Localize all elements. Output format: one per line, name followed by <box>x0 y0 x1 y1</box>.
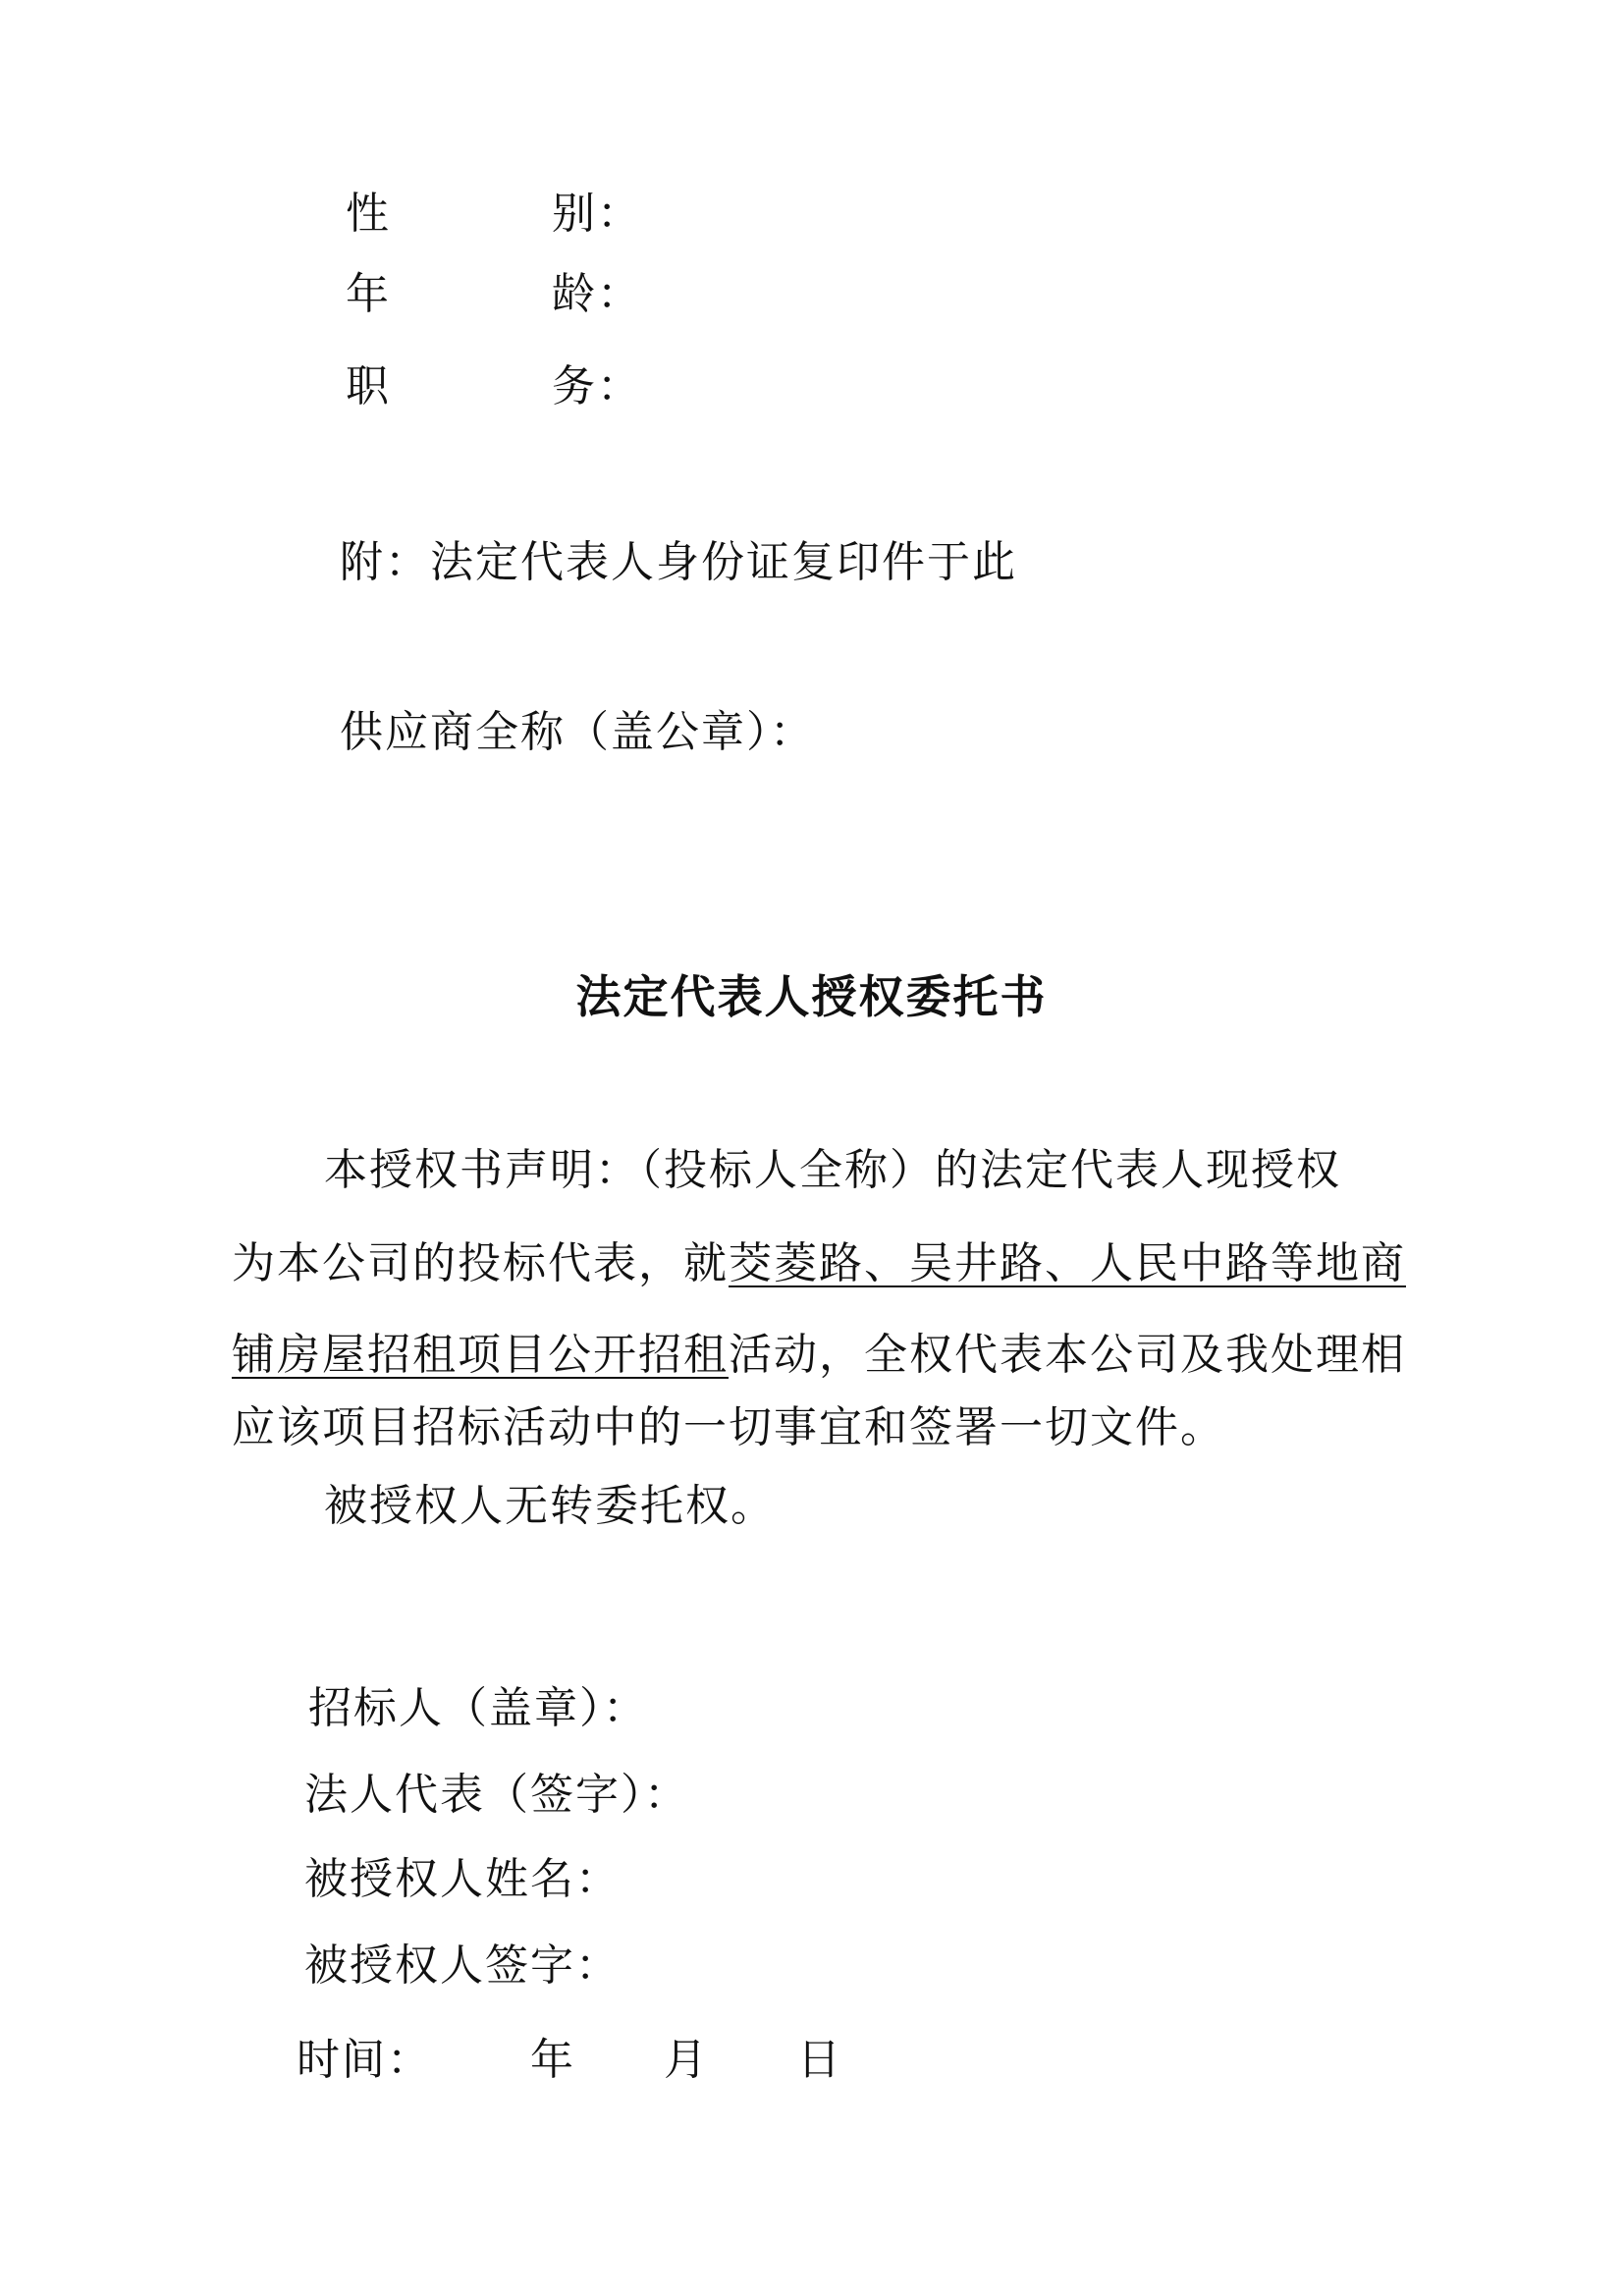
body-line-2 <box>232 1223 1406 1305</box>
age-label-char1: 年 <box>346 269 389 319</box>
age-field <box>346 267 642 322</box>
position-label-char2: 务： <box>552 361 642 411</box>
body-line-1: 本授权书声明：（投标人全称）的法定代表人现授权 <box>324 1145 1341 1195</box>
date-line <box>297 2033 842 2088</box>
gender-label-char2: 别： <box>552 189 642 239</box>
day-label: 日 <box>797 2035 842 2085</box>
project-name-underlined: 铺房屋招租项目公开招租 <box>232 1330 729 1380</box>
tenderer-seal-line: 招标人（盖章）： <box>308 1683 648 1733</box>
project-location-underlined: 茭菱路、吴井路、人民中路等地商 <box>729 1238 1406 1288</box>
document-title: 法定代表人授权委托书 <box>575 970 1048 1023</box>
attachment-note: 附：法定代表人身份证复印件于此 <box>340 537 1017 587</box>
age-label-char2: 龄： <box>552 269 642 319</box>
body-line-5: 被授权人无转委托权。 <box>324 1481 776 1531</box>
gender-label-char1: 性 <box>346 189 389 239</box>
body-line-2-text: 为本公司的投标代表，就 <box>232 1238 729 1288</box>
position-label-char1: 职 <box>346 361 389 411</box>
body-line-3-text: 活动，全权代表本公司及我处理相 <box>729 1330 1406 1380</box>
time-label: 时间： <box>297 2035 432 2085</box>
supplier-name-line: 供应商全称（盖公章）： <box>340 707 815 757</box>
body-line-4: 应该项目招标活动中的一切事宜和签署一切文件。 <box>232 1402 1225 1452</box>
month-label: 月 <box>664 2035 709 2085</box>
year-label: 年 <box>530 2035 575 2085</box>
position-field <box>346 359 642 414</box>
body-line-3 <box>232 1314 1406 1396</box>
agent-signature-line: 被授权人签字： <box>304 1941 621 1991</box>
gender-field <box>346 187 642 242</box>
legal-rep-signature-line: 法人代表（签字）： <box>304 1770 689 1820</box>
agent-name-line: 被授权人姓名： <box>304 1854 621 1904</box>
